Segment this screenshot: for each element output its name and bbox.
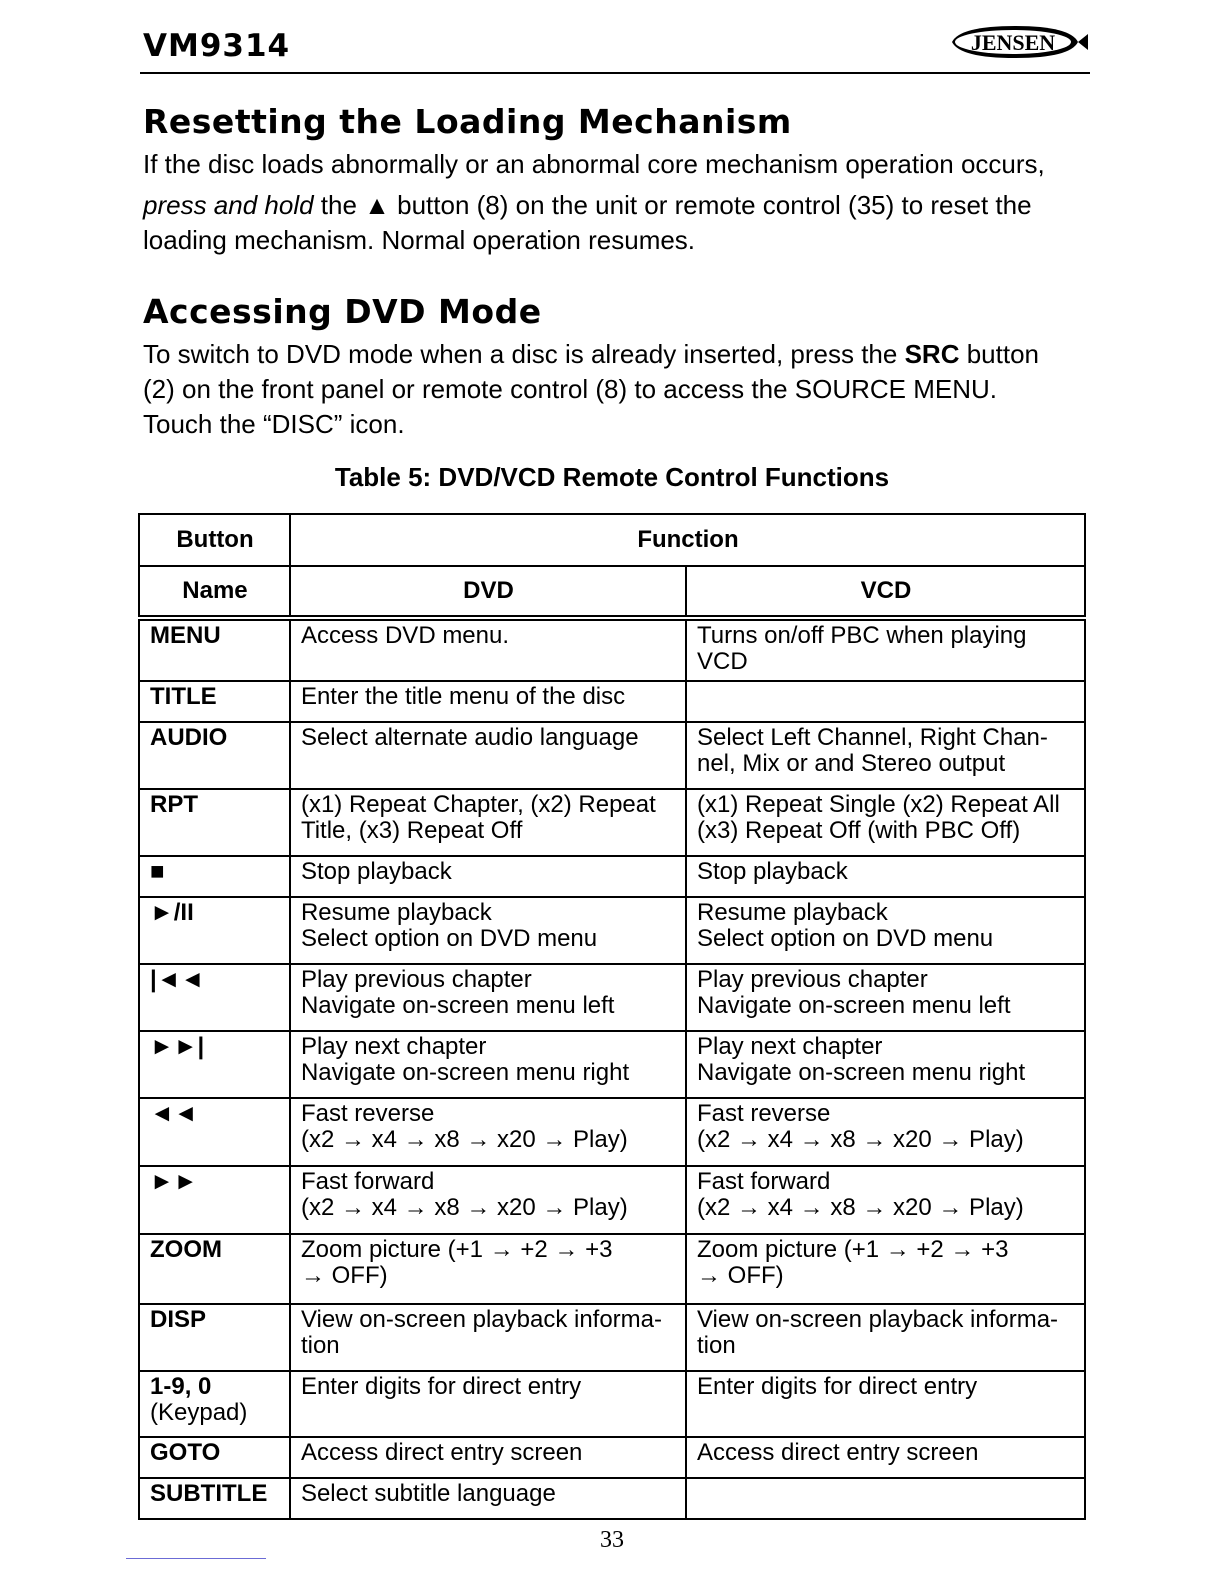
vcd-function-text: Navigate on-screen menu left [696,992,1011,1019]
button-name: ZOOM [150,1236,222,1263]
paragraph-line: If the disc loads abnormally or an abnormal core mechanism operation occurs, [143,149,1045,179]
header-rule [140,72,1090,74]
button-name-cell [139,618,290,681]
button-name: |◄◄ [150,966,205,993]
dvd-function-text: Title, (x3) Repeat Off [300,817,523,844]
button-name: MENU [150,622,221,649]
vcd-function-cell [686,1031,1085,1098]
dvd-function-text: Enter the title menu of the disc [300,683,626,710]
vcd-function-text: VCD [696,648,748,675]
vcd-function-cell [686,722,1085,789]
button-name: ►► [150,1168,198,1195]
button-name-cell [139,722,290,789]
vcd-function-cell [686,789,1085,856]
dvd-function-cell [290,964,686,1031]
table-row [139,618,1085,681]
header-name: Name [139,566,290,618]
section-title-resetting: Resetting the Loading Mechanism [143,102,792,141]
button-name-cell [139,1437,290,1478]
paragraph-line: Touch the “DISC” icon. [143,409,405,439]
paragraph-line: loading mechanism. Normal operation resumes. [143,225,696,255]
table-caption: Table 5: DVD/VCD Remote Control Functions [334,462,890,492]
vcd-function-text: Resume playback [696,899,888,926]
vcd-function-text: Turns on/off PBC when playing [696,622,1027,649]
jensen-logo [940,22,1090,67]
jensen-logo-graphic [940,22,1090,62]
paragraph-text: button [959,339,1039,369]
dvd-function-text: tion [300,1332,340,1359]
vcd-function-text: → OFF) [696,1262,784,1289]
vcd-function-text: Stop playback [696,858,848,885]
vcd-function-text: nel, Mix or and Stereo output [696,750,1006,777]
header-dvd: DVD [290,566,686,618]
table-subheader-row [139,566,1085,618]
vcd-function-text: tion [696,1332,736,1359]
dvd-function-cell [290,681,686,722]
table-row [139,789,1085,856]
vcd-function-text: Zoom picture (+1 → +2 → +3 [696,1236,1009,1263]
button-name: ►/II [150,899,194,926]
dvd-function-cell [290,1304,686,1371]
vcd-function-text: Play previous chapter [696,966,928,993]
vcd-function-text: (x2 → x4 → x8 → x20 → Play) [696,1126,1024,1153]
dvd-function-text: Play previous chapter [300,966,532,993]
dvd-function-cell [290,722,686,789]
vcd-function-text: Access direct entry screen [696,1439,979,1466]
vcd-function-cell [686,1166,1085,1234]
vcd-function-cell [686,1234,1085,1304]
bold-text: SRC [904,339,960,369]
table-row [139,1437,1085,1478]
button-name-cell [139,789,290,856]
remote-functions-table [138,513,1086,1520]
table-row [139,897,1085,964]
vcd-function-text: Enter digits for direct entry [696,1373,978,1400]
table-row [139,1098,1085,1166]
dvd-function-cell [290,897,686,964]
vcd-function-cell [686,964,1085,1031]
dvd-function-text: (x1) Repeat Chapter, (x2) Repeat [300,791,656,818]
table-row [139,1166,1085,1234]
button-name-sub: (Keypad) [150,1399,248,1426]
table-row [139,681,1085,722]
page-number: 33 [600,1527,624,1553]
vcd-function-cell [686,1437,1085,1478]
vcd-function-cell [686,1371,1085,1437]
dvd-function-text: → OFF) [300,1262,388,1289]
button-name-cell [139,1234,290,1304]
dvd-function-text: Access direct entry screen [300,1439,583,1466]
table-row [139,1031,1085,1098]
model-number: VM9314 [143,28,291,64]
button-name-cell [139,1098,290,1166]
dvd-function-text: Select subtitle language [300,1480,556,1507]
footer-rule [126,1558,266,1559]
dvd-function-text: Enter digits for direct entry [300,1373,582,1400]
dvd-function-cell [290,1478,686,1519]
dvd-function-text: Fast forward [300,1168,435,1195]
vcd-function-text: Select option on DVD menu [696,925,994,952]
dvd-function-text: View on-screen playback informa- [300,1306,663,1333]
dvd-function-text: Access DVD menu. [300,622,510,649]
header-button: Button [139,514,290,566]
vcd-function-text: View on-screen playback informa- [696,1306,1059,1333]
dvd-function-cell [290,789,686,856]
button-name-cell [139,1371,290,1437]
dvd-function-cell [290,1234,686,1304]
dvd-function-text: Select option on DVD menu [300,925,598,952]
dvd-function-cell [290,1371,686,1437]
dvd-function-cell [290,1031,686,1098]
dvd-function-cell [290,1166,686,1234]
dvd-function-text: Select alternate audio language [300,724,639,751]
vcd-function-text: Fast reverse [696,1100,831,1127]
button-name: RPT [150,791,198,818]
vcd-function-text: Play next chapter [696,1033,883,1060]
vcd-function-text: (x1) Repeat Single (x2) Repeat All [696,791,1060,818]
button-name-cell [139,897,290,964]
dvd-function-text: Play next chapter [300,1033,487,1060]
button-name-cell [139,1031,290,1098]
dvd-function-cell [290,856,686,897]
dvd-function-text: Stop playback [300,858,452,885]
button-name-cell [139,1166,290,1234]
dvd-function-text: Fast reverse [300,1100,435,1127]
paragraph-line: (2) on the front panel or remote control (8) to access the SOURCE MENU. [143,374,998,404]
table-header-row [139,514,1085,566]
vcd-function-cell [686,681,1085,722]
dvd-function-cell [290,1437,686,1478]
table-row [139,964,1085,1031]
vcd-function-cell [686,618,1085,681]
section-title-dvd-mode: Accessing DVD Mode [143,292,542,331]
table-row [139,1234,1085,1304]
header-vcd: VCD [686,566,1085,618]
dvd-function-text: (x2 → x4 → x8 → x20 → Play) [300,1126,628,1153]
button-name: GOTO [150,1439,221,1466]
section-body-resetting [143,147,1093,258]
emphasis-text: press and hold [143,190,314,220]
button-name: ►►| [150,1033,205,1060]
table-row [139,1478,1085,1519]
dvd-function-cell [290,618,686,681]
dvd-function-text: Zoom picture (+1 → +2 → +3 [300,1236,613,1263]
button-name-cell [139,856,290,897]
button-name: DISP [150,1306,207,1333]
button-name-cell [139,1304,290,1371]
vcd-function-text: (x2 → x4 → x8 → x20 → Play) [696,1194,1024,1221]
button-name: ■ [150,858,165,885]
paragraph-line [143,337,1093,372]
dvd-function-text: Navigate on-screen menu left [300,992,615,1019]
vcd-function-cell [686,1098,1085,1166]
header-function: Function [290,514,1085,566]
vcd-function-text: (x3) Repeat Off (with PBC Off) [696,817,1021,844]
button-name: AUDIO [150,724,228,751]
vcd-function-text: Select Left Channel, Right Chan- [696,724,1048,751]
section-body-dvd-mode [143,337,1093,442]
vcd-function-cell [686,1478,1085,1519]
vcd-function-cell [686,856,1085,897]
dvd-function-text: Resume playback [300,899,492,926]
vcd-function-text: Fast forward [696,1168,831,1195]
button-name-cell [139,964,290,1031]
button-name: ◄◄ [150,1100,198,1127]
dvd-function-text: (x2 → x4 → x8 → x20 → Play) [300,1194,628,1221]
button-name: SUBTITLE [150,1480,268,1507]
button-name-cell [139,1478,290,1519]
paragraph-text: the ▲ button (8) on the unit or remote control (35) to reset the [320,190,1032,220]
paragraph-line [143,188,1093,223]
paragraph-text: To switch to DVD mode when a disc is already inserted, press the [143,339,905,369]
table-row [139,1371,1085,1437]
button-name-cell [139,681,290,722]
dvd-function-cell [290,1098,686,1166]
dvd-function-text: Navigate on-screen menu right [300,1059,630,1086]
table-row [139,1304,1085,1371]
table-row [139,856,1085,897]
vcd-function-text: Navigate on-screen menu right [696,1059,1026,1086]
jensen-logo-text: JENSEN [970,30,1056,55]
table-body [139,618,1085,1519]
vcd-function-cell [686,1304,1085,1371]
vcd-function-cell [686,897,1085,964]
button-name: 1-9, 0 [150,1373,212,1400]
button-name: TITLE [150,683,217,710]
table-row [139,722,1085,789]
